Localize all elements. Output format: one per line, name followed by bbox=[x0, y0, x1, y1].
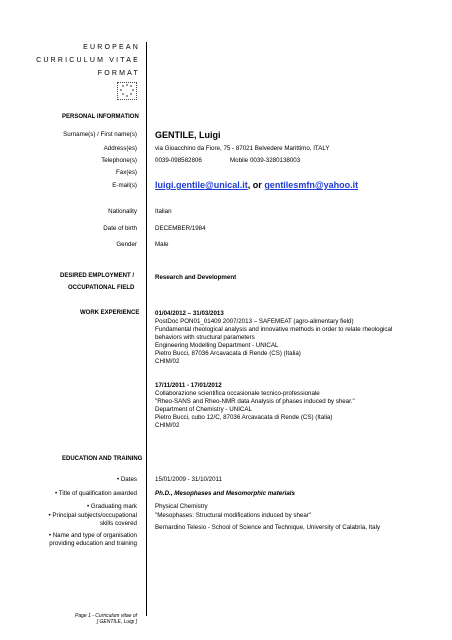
surname-label: Surname(s) / First name(s) bbox=[63, 131, 137, 138]
cv-header-format: FORMAT bbox=[97, 70, 140, 77]
nationality-value: Italian bbox=[155, 208, 172, 215]
edu-subjects-label-1: • Principal subjects/occupational bbox=[48, 512, 137, 519]
work-experience-title: WORK EXPERIENCE bbox=[80, 310, 140, 316]
address-value: via Gioacchino da Fiore, 75 - 87021 Belvedere Marittimo, ITALY bbox=[155, 145, 330, 152]
edu-dates-label: • Dates bbox=[116, 476, 137, 483]
desired-title-line2: OCCUPATIONAL FIELD bbox=[68, 285, 135, 291]
work-entry-2-line: "Rheo-SANS and Rheo-NMR data Analysis of phases induced by shear." bbox=[155, 398, 355, 405]
work-entry-1-line: Engineering Modelling Department - UNICAL bbox=[155, 342, 279, 349]
edu-mark-value: Physical Chemistry bbox=[155, 503, 208, 510]
edu-qualification-value: Ph.D., Mesophases and Mesomorphic materials bbox=[155, 490, 295, 497]
work-entry-2-line: Department of Chemistry - UNICAL bbox=[155, 406, 252, 413]
page-footer bbox=[75, 613, 137, 625]
edu-org-label-2: providing education and training bbox=[49, 540, 137, 547]
work-entry-1 bbox=[155, 310, 392, 366]
fax-label: Fax(es) bbox=[116, 169, 137, 176]
desired-value: Research and Development bbox=[155, 274, 237, 281]
telephone-label: Telephone(s) bbox=[101, 157, 137, 164]
edu-subjects-value: "Mesophases: Structural modifications induced by shear" bbox=[155, 512, 312, 519]
address-label: Address(es) bbox=[103, 145, 137, 152]
email-link-yahoo[interactable]: gentilesmfn@yahoo.it bbox=[264, 180, 359, 190]
work-entry-2-line: Collaborazione scientifica occasionale tecnico-professionale bbox=[155, 390, 320, 397]
telephone-value: 0039-098582806 bbox=[155, 157, 202, 164]
gender-label: Gender bbox=[116, 241, 137, 248]
gender-value: Male bbox=[155, 241, 169, 248]
footer-line-1: Page 1 - Curriculum vitae of bbox=[75, 613, 137, 619]
edu-mark-label: • Graduating mark bbox=[87, 503, 137, 510]
mobile-value: Mobile 0039-3280138003 bbox=[230, 157, 301, 164]
email-value bbox=[155, 180, 358, 190]
work-entry-1-line: Pietro Bucci, 87036 Arcavacata di Rende (CS) (Italia) bbox=[155, 350, 301, 357]
work-entry-1-line: PostDoc PON01_01409 2007/2013 – SAFEMEAT (agro-alimentary field) bbox=[155, 318, 354, 325]
work-entry-2-line: Pietro Bucci, cubo 12/C, 87036 Arcavacata di Rende (CS) (Italia) bbox=[155, 414, 333, 421]
surname-value: GENTILE, Luigi bbox=[155, 130, 221, 140]
work-entry-2-dates: 17/11/2011 - 17/01/2012 bbox=[155, 382, 222, 389]
work-entry-1-dates: 01/04/2012 – 31/03/2013 bbox=[155, 310, 224, 317]
dob-value: DECEMBER/1984 bbox=[155, 225, 206, 232]
edu-org-value: Bernardino Telesio - School of Science and Technique, University of Calabria, Italy bbox=[155, 524, 381, 531]
email-link-unical[interactable]: luigi.gentile@unical.it bbox=[155, 180, 248, 190]
work-entry-1-line: behaviors with structural parameters bbox=[155, 334, 255, 341]
footer-line-2: [ GENTILE, Luigi ] bbox=[96, 619, 137, 625]
nationality-label: Nationality bbox=[108, 208, 137, 215]
work-entry-2 bbox=[155, 382, 355, 430]
cv-header-curriculum: CURRICULUM VITAE bbox=[36, 57, 140, 64]
email-separator: , or bbox=[247, 180, 265, 190]
cv-header-european: EUROPEAN bbox=[83, 44, 140, 51]
edu-subjects-label-2: skills covered bbox=[99, 520, 137, 527]
work-entry-2-line: CHIM/02 bbox=[155, 422, 180, 429]
dob-label: Date of birth bbox=[103, 225, 137, 232]
edu-qualification-label: • Title of qualification awarded bbox=[55, 490, 137, 497]
email-label: E-mail(s) bbox=[112, 182, 137, 189]
education-title: EDUCATION AND TRAINING bbox=[62, 456, 143, 462]
desired-title-line1: DESIRED EMPLOYMENT / bbox=[60, 273, 135, 279]
work-entry-1-line: Fundamental rheological analysis and innovative methods in order to relate rheological bbox=[155, 326, 393, 333]
work-entry-1-line: CHIM/02 bbox=[155, 358, 180, 365]
personal-info-title: PERSONAL INFORMATION bbox=[62, 114, 139, 120]
edu-dates-value: 15/01/2009 - 31/10/2011 bbox=[155, 476, 222, 483]
eu-flag-logo bbox=[117, 82, 137, 100]
column-divider bbox=[146, 42, 147, 616]
edu-org-label-1: • Name and type of organisation bbox=[48, 532, 137, 539]
